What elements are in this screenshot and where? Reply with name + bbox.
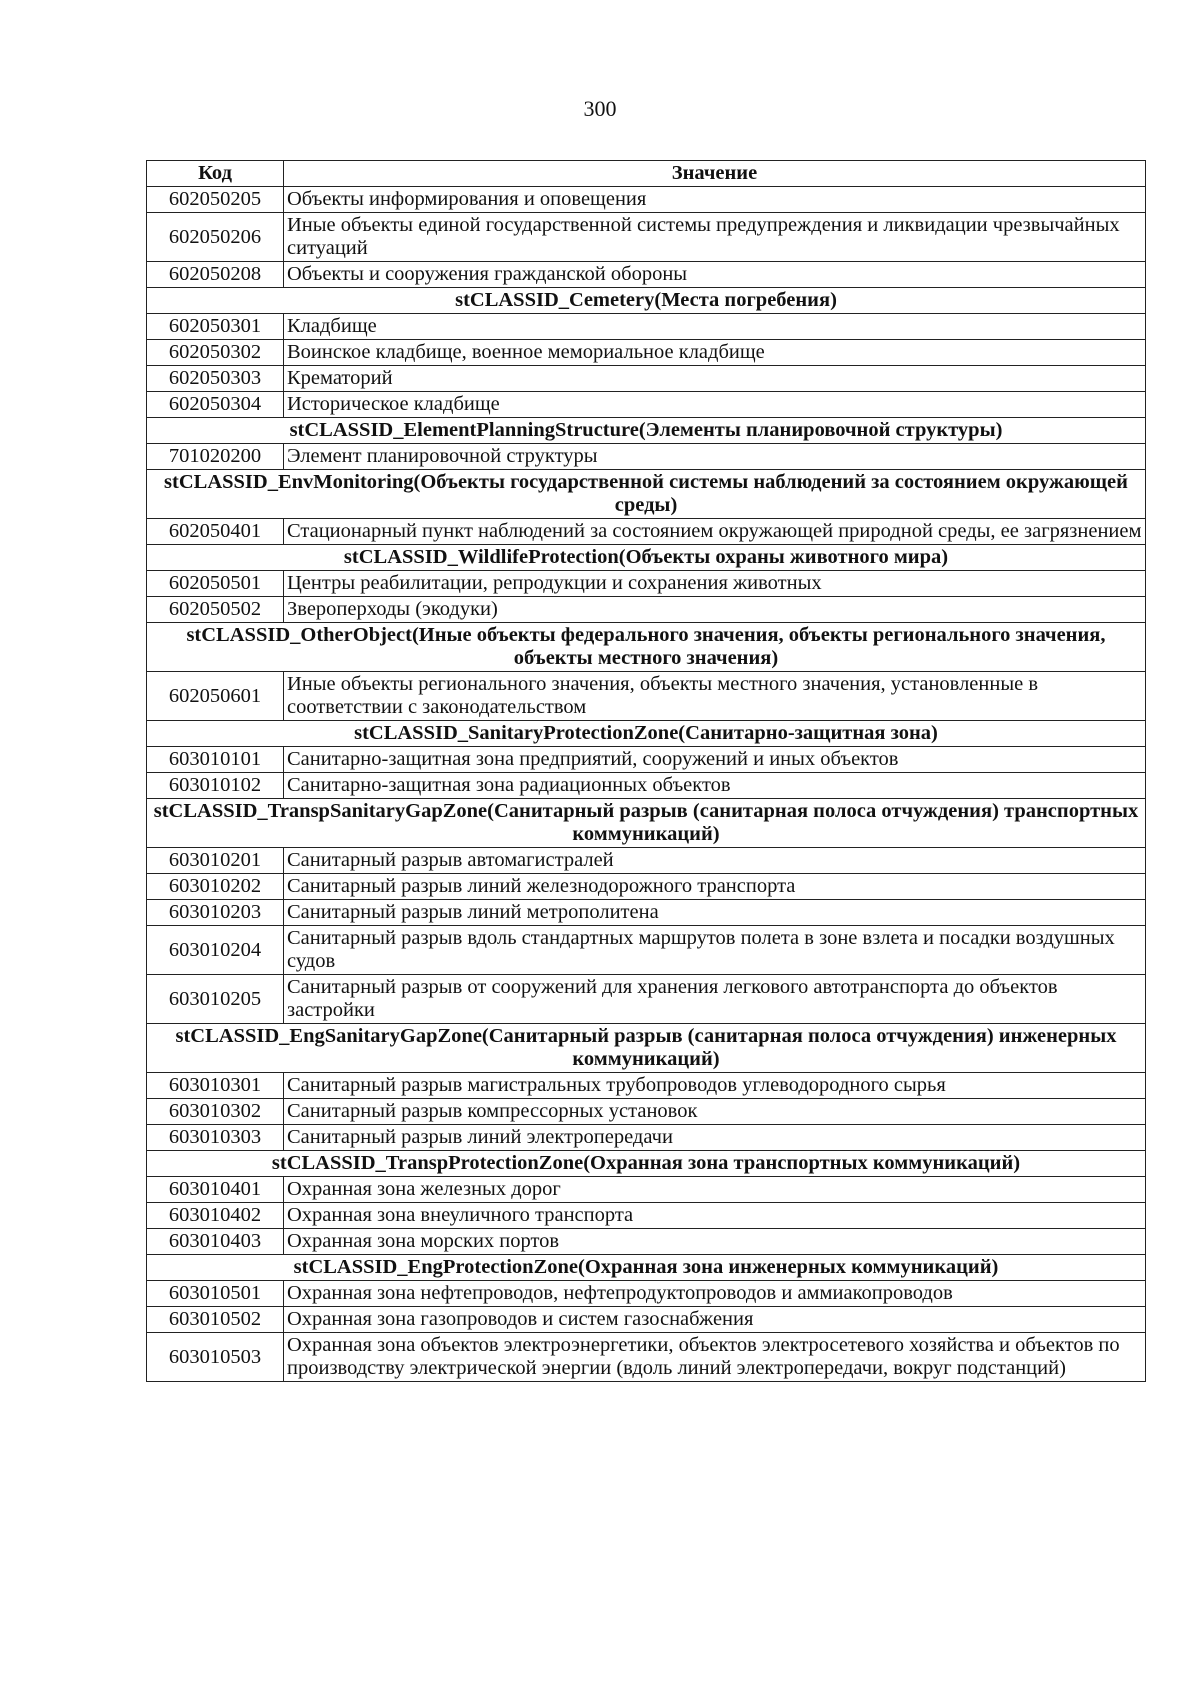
value-cell: Охранная зона нефтепроводов, нефтепродуктопроводов и аммиакопроводов: [284, 1281, 1146, 1307]
code-cell: 603010102: [147, 773, 284, 799]
value-cell: Санитарный разрыв линий электропередачи: [284, 1125, 1146, 1151]
code-cell: 602050304: [147, 392, 284, 418]
group-title: stCLASSID_SanitaryProtectionZone(Санитарно-защитная зона): [147, 721, 1146, 747]
value-cell: Санитарный разрыв магистральных трубопроводов углеводородного сырья: [284, 1073, 1146, 1099]
value-cell: Кладбище: [284, 314, 1146, 340]
table-row: [147, 392, 1146, 418]
group-header-row: [147, 799, 1146, 848]
table-row: [147, 672, 1146, 721]
group-header-row: [147, 288, 1146, 314]
code-cell: 602050303: [147, 366, 284, 392]
table-row: [147, 848, 1146, 874]
table-row: [147, 1073, 1146, 1099]
group-title: stCLASSID_WildlifeProtection(Объекты охраны животного мира): [147, 545, 1146, 571]
value-cell: Охранная зона железных дорог: [284, 1177, 1146, 1203]
value-cell: Центры реабилитации, репродукции и сохранения животных: [284, 571, 1146, 597]
group-title: stCLASSID_TranspProtectionZone(Охранная зона транспортных коммуникаций): [147, 1151, 1146, 1177]
group-header-row: [147, 1151, 1146, 1177]
table-row: [147, 1307, 1146, 1333]
table-row: [147, 314, 1146, 340]
value-cell: Элемент планировочной структуры: [284, 444, 1146, 470]
table-row: [147, 187, 1146, 213]
table-row: [147, 571, 1146, 597]
value-cell: Объекты и сооружения гражданской обороны: [284, 262, 1146, 288]
table-row: [147, 1333, 1146, 1382]
group-header-row: [147, 545, 1146, 571]
value-cell: Охранная зона газопроводов и систем газоснабжения: [284, 1307, 1146, 1333]
code-cell: 603010503: [147, 1333, 284, 1382]
table-row: [147, 773, 1146, 799]
value-cell: Звероперходы (экодуки): [284, 597, 1146, 623]
table-row: [147, 926, 1146, 975]
classifier-table: [146, 160, 1146, 1382]
table-row: [147, 1229, 1146, 1255]
value-cell: Воинское кладбище, военное мемориальное кладбище: [284, 340, 1146, 366]
code-cell: 602050301: [147, 314, 284, 340]
code-cell: 602050205: [147, 187, 284, 213]
table-header-row: [147, 161, 1146, 187]
value-cell: Санитарный разрыв автомагистралей: [284, 848, 1146, 874]
page-number: 300: [583, 96, 617, 121]
code-cell: 603010301: [147, 1073, 284, 1099]
group-title: stCLASSID_TranspSanitaryGapZone(Санитарный разрыв (санитарная полоса отчуждения) транспортных коммуникаций): [147, 799, 1146, 848]
group-header-row: [147, 1255, 1146, 1281]
value-cell: Санитарно-защитная зона предприятий, сооружений и иных объектов: [284, 747, 1146, 773]
value-cell: Историческое кладбище: [284, 392, 1146, 418]
table-row: [147, 262, 1146, 288]
table-row: [147, 340, 1146, 366]
group-title: stCLASSID_OtherObject(Иные объекты федерального значения, объекты регионального значения, объекты местного значения): [147, 623, 1146, 672]
group-header-row: [147, 721, 1146, 747]
group-title: stCLASSID_EngProtectionZone(Охранная зона инженерных коммуникаций): [147, 1255, 1146, 1281]
value-cell: Охранная зона морских портов: [284, 1229, 1146, 1255]
value-cell: Крематорий: [284, 366, 1146, 392]
table-row: [147, 747, 1146, 773]
code-cell: 603010303: [147, 1125, 284, 1151]
table-body: [147, 187, 1146, 1382]
value-cell: Охранная зона объектов электроэнергетики, объектов электросетевого хозяйства и объектов по производству электрической энергии (вдоль линий электропередачи, вокруг подстанций): [284, 1333, 1146, 1382]
code-cell: 602050501: [147, 571, 284, 597]
value-cell: Объекты информирования и оповещения: [284, 187, 1146, 213]
code-cell: 701020200: [147, 444, 284, 470]
code-cell: 603010302: [147, 1099, 284, 1125]
code-cell: 603010204: [147, 926, 284, 975]
value-cell: Санитарный разрыв линий железнодорожного транспорта: [284, 874, 1146, 900]
value-cell: Санитарный разрыв вдоль стандартных маршрутов полета в зоне взлета и посадки воздушных судов: [284, 926, 1146, 975]
column-header-code: Код: [147, 161, 284, 187]
table-row: [147, 519, 1146, 545]
code-cell: 603010502: [147, 1307, 284, 1333]
table-row: [147, 213, 1146, 262]
value-cell: Санитарный разрыв компрессорных установок: [284, 1099, 1146, 1125]
value-cell: Иные объекты единой государственной системы предупреждения и ликвидации чрезвычайных ситуаций: [284, 213, 1146, 262]
group-header-row: [147, 418, 1146, 444]
table-row: [147, 1177, 1146, 1203]
code-cell: 602050502: [147, 597, 284, 623]
group-title: stCLASSID_EngSanitaryGapZone(Санитарный разрыв (санитарная полоса отчуждения) инженерных коммуникаций): [147, 1024, 1146, 1073]
code-cell: 603010403: [147, 1229, 284, 1255]
table-row: [147, 874, 1146, 900]
code-cell: 603010203: [147, 900, 284, 926]
group-header-row: [147, 470, 1146, 519]
group-header-row: [147, 623, 1146, 672]
table-row: [147, 975, 1146, 1024]
code-cell: 602050208: [147, 262, 284, 288]
code-cell: 603010501: [147, 1281, 284, 1307]
value-cell: Охранная зона внеуличного транспорта: [284, 1203, 1146, 1229]
table-row: [147, 444, 1146, 470]
value-cell: Стационарный пункт наблюдений за состоянием окружающей природной среды, ее загрязнением: [284, 519, 1146, 545]
group-title: stCLASSID_EnvMonitoring(Объекты государственной системы наблюдений за состоянием окружающей среды): [147, 470, 1146, 519]
table-row: [147, 1099, 1146, 1125]
code-cell: 602050401: [147, 519, 284, 545]
code-cell: 603010201: [147, 848, 284, 874]
group-header-row: [147, 1024, 1146, 1073]
code-cell: 603010402: [147, 1203, 284, 1229]
table-row: [147, 1125, 1146, 1151]
code-cell: 603010401: [147, 1177, 284, 1203]
value-cell: Санитарно-защитная зона радиационных объектов: [284, 773, 1146, 799]
code-cell: 602050601: [147, 672, 284, 721]
table-row: [147, 900, 1146, 926]
table-row: [147, 366, 1146, 392]
code-cell: 603010205: [147, 975, 284, 1024]
code-cell: 603010202: [147, 874, 284, 900]
group-title: stCLASSID_Cemetery(Места погребения): [147, 288, 1146, 314]
table-row: [147, 1203, 1146, 1229]
code-cell: 602050206: [147, 213, 284, 262]
group-title: stCLASSID_ElementPlanningStructure(Элементы планировочной структуры): [147, 418, 1146, 444]
value-cell: Санитарный разрыв от сооружений для хранения легкового автотранспорта до объектов застройки: [284, 975, 1146, 1024]
table-row: [147, 597, 1146, 623]
code-cell: 602050302: [147, 340, 284, 366]
value-cell: Иные объекты регионального значения, объекты местного значения, установленные в соответствии с законодательством: [284, 672, 1146, 721]
column-header-value: Значение: [284, 161, 1146, 187]
value-cell: Санитарный разрыв линий метрополитена: [284, 900, 1146, 926]
table-row: [147, 1281, 1146, 1307]
code-cell: 603010101: [147, 747, 284, 773]
